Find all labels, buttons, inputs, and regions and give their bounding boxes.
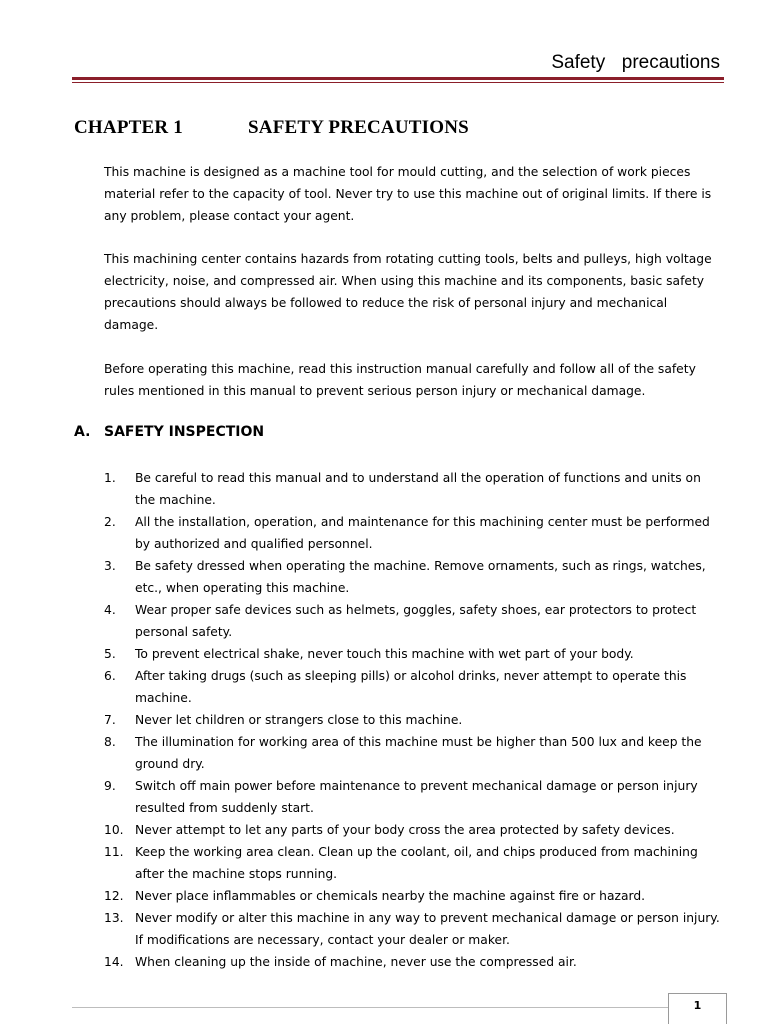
footer-rule xyxy=(72,1007,668,1008)
section-heading xyxy=(74,424,264,440)
list-item xyxy=(104,819,724,841)
list-item xyxy=(104,467,724,511)
section-title: SAFETY INSPECTION xyxy=(104,424,265,440)
list-item-text: When cleaning up the inside of machine, never use the compressed air. xyxy=(135,955,577,969)
list-item-text: Keep the working area clean. Clean up the coolant, oil, and chips produced from machining after the machine stops running. xyxy=(135,845,698,881)
chapter-number: CHAPTER 1 xyxy=(74,117,183,138)
list-item-number: 13. xyxy=(104,911,124,925)
list-item-text: To prevent electrical shake, never touch this machine with wet part of your body. xyxy=(135,647,634,661)
list-item xyxy=(104,511,724,555)
header-rule-thick xyxy=(72,77,724,80)
list-item xyxy=(104,599,724,643)
list-item-number: 9. xyxy=(104,779,116,793)
list-item-number: 6. xyxy=(104,669,116,683)
list-item-number: 11. xyxy=(104,845,124,859)
list-item-number: 3. xyxy=(104,559,116,573)
list-item-number: 12. xyxy=(104,889,124,903)
list-item-number: 8. xyxy=(104,735,116,749)
list-item-text: All the installation, operation, and maintenance for this machining center must be performed by authorized and qualified personnel. xyxy=(135,515,710,551)
list-item-text: Never attempt to let any parts of your body cross the area protected by safety devices. xyxy=(135,823,675,837)
list-item xyxy=(104,841,724,885)
list-item xyxy=(104,643,724,665)
list-item-number: 1. xyxy=(104,471,116,485)
intro-paragraph-2: This machining center contains hazards from rotating cutting tools, belts and pulleys, high voltage electricity, noise, and compressed air. When using this machine and its components, basic safety precautions should always be followed to reduce the risk of personal injury and mechanical damage. xyxy=(104,252,712,332)
chapter-title: SAFETY PRECAUTIONS xyxy=(248,117,469,138)
intro-paragraph-3: Before operating this machine, read this instruction manual carefully and follow all of the safety rules mentioned in this manual to prevent serious person injury or mechanical damage. xyxy=(104,362,696,398)
list-item xyxy=(104,907,724,951)
list-item-number: 10. xyxy=(104,823,124,837)
chapter-heading xyxy=(74,117,469,139)
list-item xyxy=(104,665,724,709)
running-header-title: Safety precautions xyxy=(551,52,720,73)
list-item-text: The illumination for working area of this machine must be higher than 500 lux and keep the ground dry. xyxy=(135,735,702,771)
list-item-number: 4. xyxy=(104,603,116,617)
list-item xyxy=(104,885,724,907)
list-item-text: Switch off main power before maintenance to prevent mechanical damage or person injury resulted from suddenly start. xyxy=(135,779,698,815)
safety-inspection-list xyxy=(104,467,724,973)
list-item xyxy=(104,775,724,819)
list-item-number: 5. xyxy=(104,647,116,661)
list-item-text: Be careful to read this manual and to understand all the operation of functions and units on the machine. xyxy=(135,471,701,507)
list-item xyxy=(104,555,724,599)
list-item-text: After taking drugs (such as sleeping pills) or alcohol drinks, never attempt to operate this machine. xyxy=(135,669,687,705)
page-number: 1 xyxy=(668,993,727,1024)
list-item xyxy=(104,951,724,973)
header-rule-thin xyxy=(72,82,724,83)
section-letter: A. xyxy=(74,424,91,440)
list-item-text: Never let children or strangers close to this machine. xyxy=(135,713,463,727)
list-item-text: Never place inflammables or chemicals nearby the machine against fire or hazard. xyxy=(135,889,646,903)
list-item-text: Never modify or alter this machine in any way to prevent mechanical damage or person injury. If modifications are necessary, contact your dealer or maker. xyxy=(135,911,720,947)
list-item-number: 2. xyxy=(104,515,116,529)
intro-paragraph-1: This machine is designed as a machine tool for mould cutting, and the selection of work pieces material refer to the capacity of tool. Never try to use this machine out of original limits. If there is any problem, please contact your agent. xyxy=(104,165,712,223)
list-item-text: Wear proper safe devices such as helmets, goggles, safety shoes, ear protectors to protect personal safety. xyxy=(135,603,697,639)
list-item xyxy=(104,709,724,731)
list-item-text: Be safety dressed when operating the machine. Remove ornaments, such as rings, watches, etc., when operating this machine. xyxy=(135,559,706,595)
list-item xyxy=(104,731,724,775)
list-item-number: 14. xyxy=(104,955,124,969)
list-item-number: 7. xyxy=(104,713,116,727)
